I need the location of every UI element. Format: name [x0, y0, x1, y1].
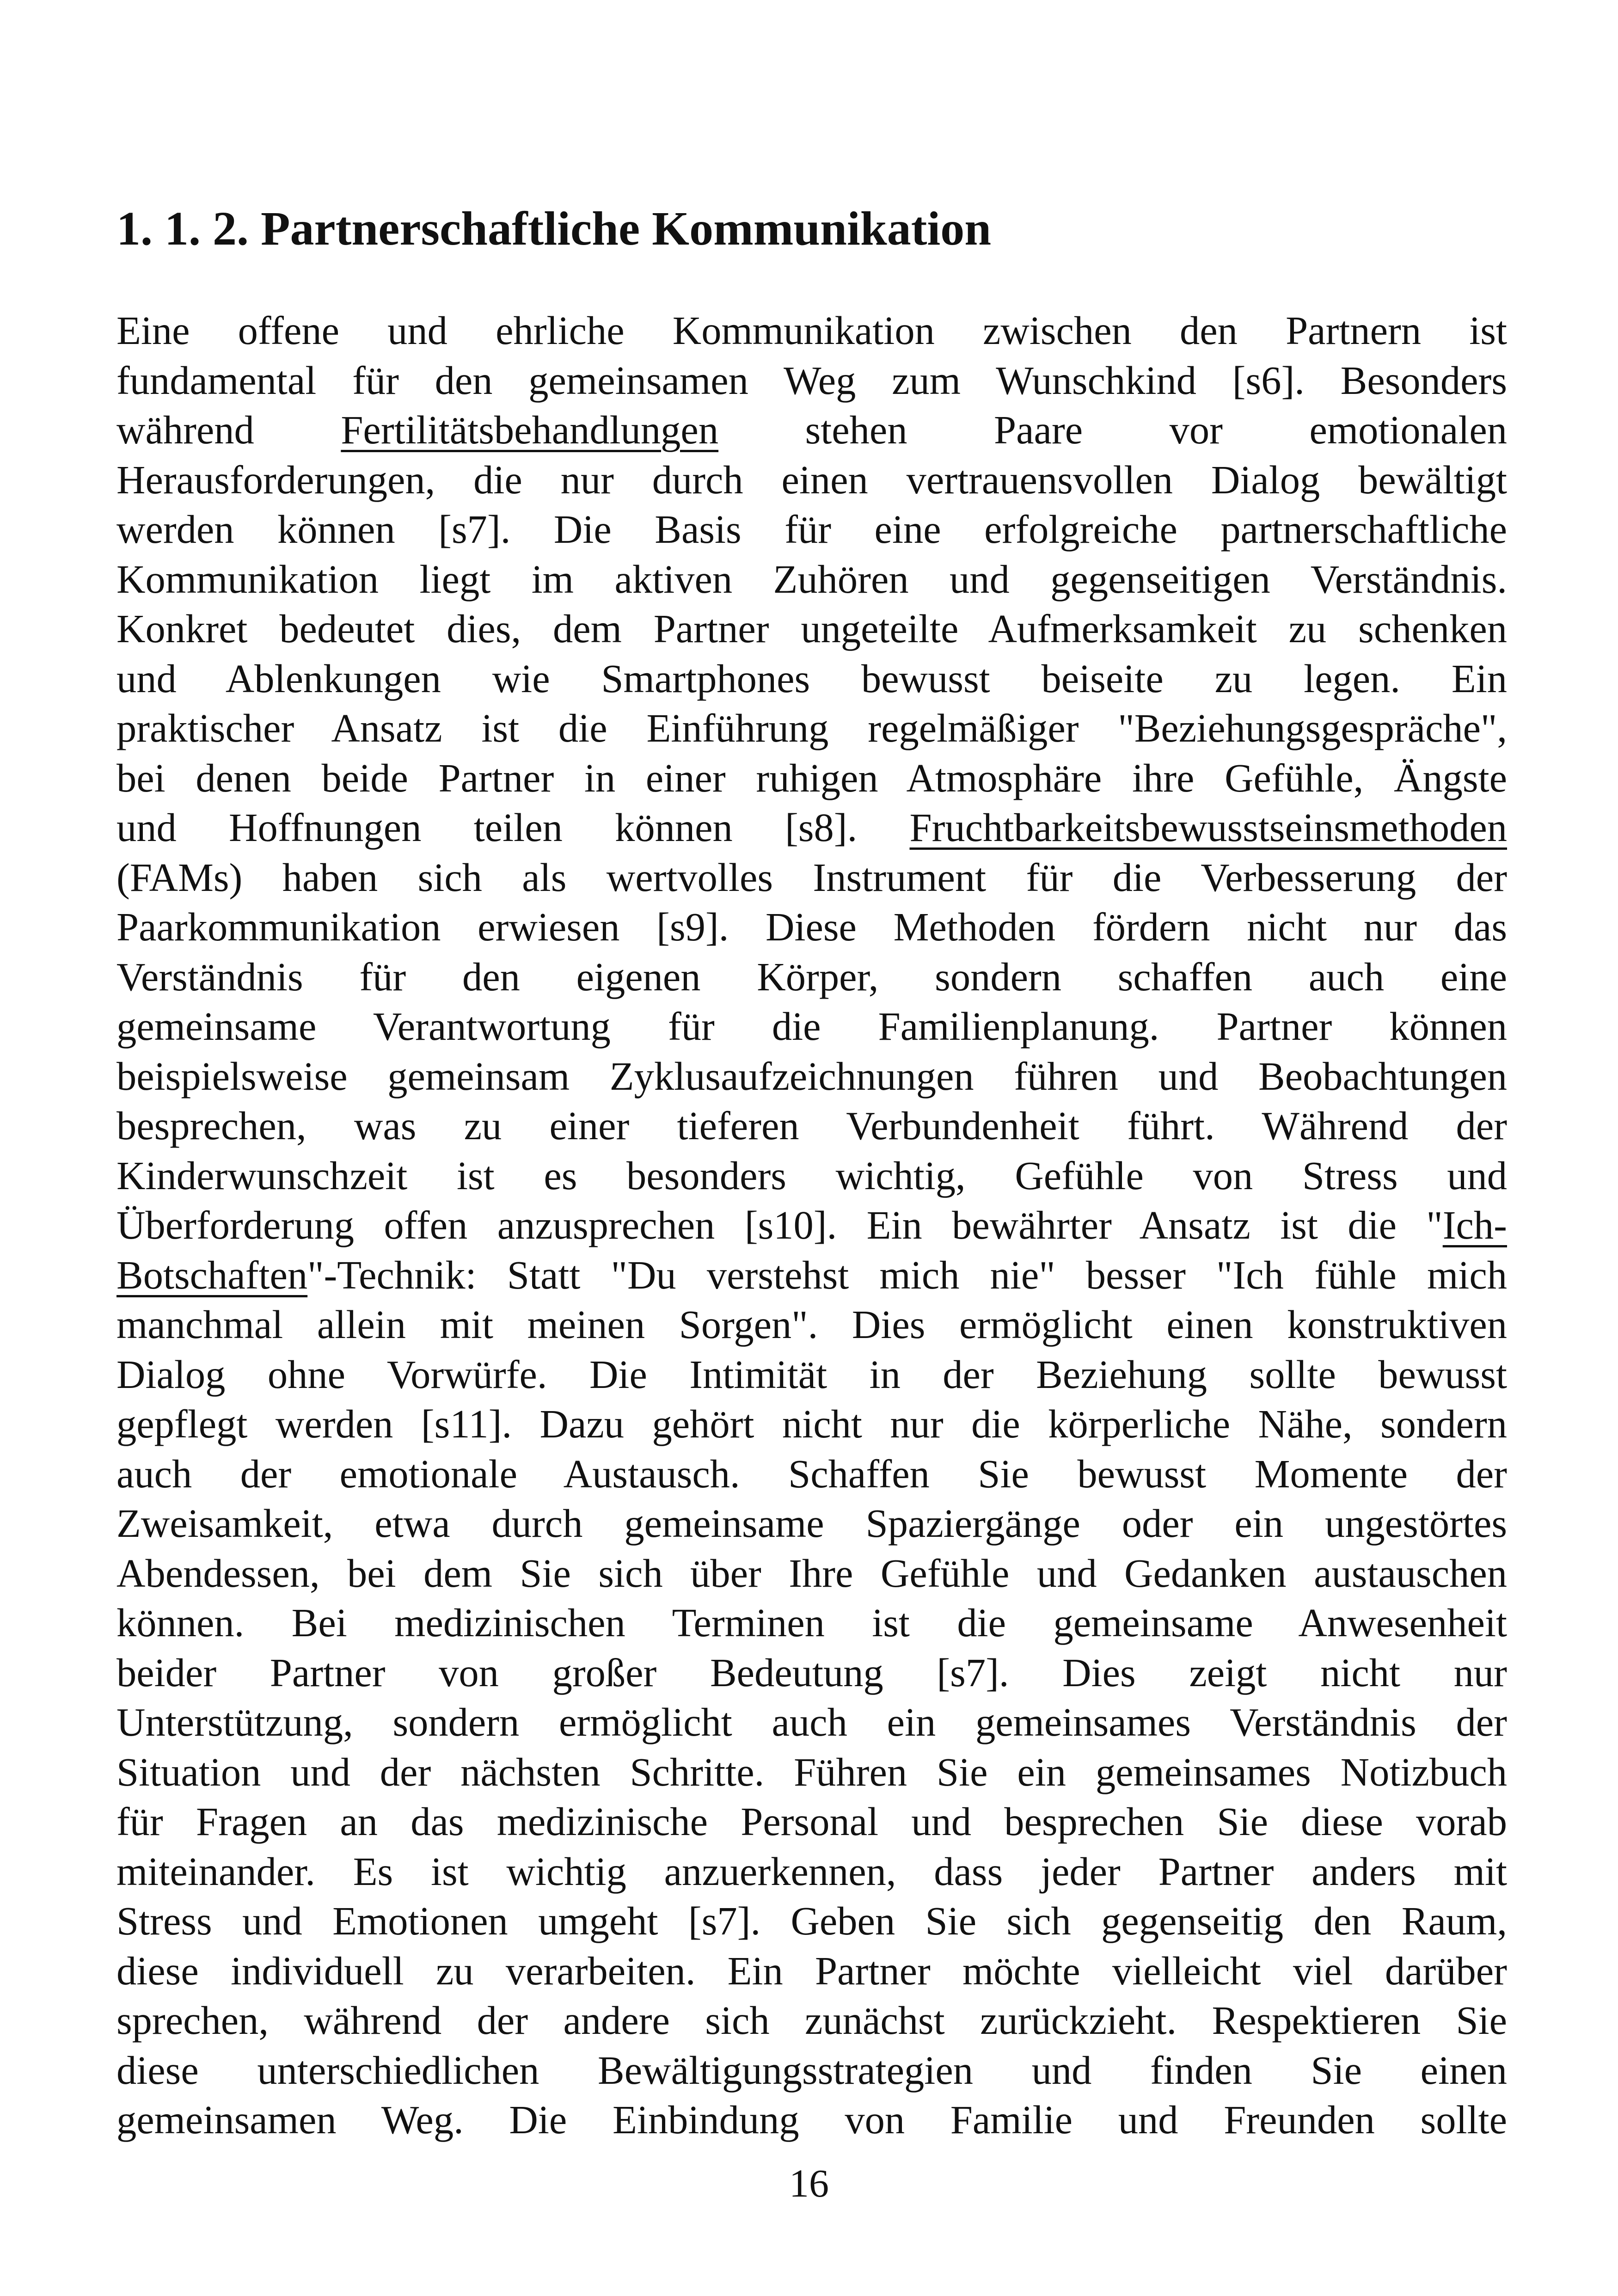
underlined-term: Fertilitätsbehandlungen [341, 408, 719, 452]
body-line [116, 1052, 1507, 1102]
body-text-fragment: Kinderwunschzeit ist es besonders wichtig, Gefühle von Stress und [116, 1153, 1507, 1198]
body-line [116, 1946, 1507, 1996]
body-text-fragment: stehen Paare vor emotionalen [718, 408, 1508, 452]
body-text-fragment: Überforderung offen anzusprechen [s10]. Ein bewährter Ansatz ist die " [116, 1203, 1443, 1247]
body-text-fragment: und Hoffnungen teilen können [s8]. [116, 805, 910, 850]
body-line [116, 2046, 1507, 2096]
body-text-fragment: besprechen, was zu einer tieferen Verbundenheit führt. Während der [116, 1104, 1507, 1148]
body-text-fragment: Unterstützung, sondern ermöglicht auch ein gemeinsames Verständnis der [116, 1700, 1507, 1744]
page-number: 16 [789, 2161, 829, 2205]
body-line [116, 1598, 1507, 1648]
body-line [116, 1499, 1507, 1549]
underlined-term: Ich- [1442, 1203, 1507, 1247]
body-text-fragment: für Fragen an das medizinische Personal und besprechen Sie diese vorab [116, 1799, 1507, 1844]
body-line [116, 1002, 1507, 1052]
body-text-fragment: und Ablenkungen wie Smartphones bewusst beiseite zu legen. Ein [116, 656, 1507, 701]
body-line [116, 1350, 1507, 1400]
body-line [116, 1151, 1507, 1201]
body-line [116, 505, 1507, 555]
body-line [116, 1847, 1507, 1897]
body-text-fragment: sprechen, während der andere sich zunächst zurückzieht. Respektieren Sie [116, 1998, 1507, 2043]
body-line [116, 654, 1507, 704]
body-text-fragment: gemeinsamen Weg. Die Einbindung von Familie und Freunden sollte [116, 2098, 1507, 2142]
body-line [116, 1251, 1507, 1301]
body-line [116, 356, 1507, 406]
body-line [116, 1400, 1507, 1449]
body-text-fragment: Eine offene und ehrliche Kommunikation zwischen den Partnern ist [116, 308, 1507, 353]
body-text-fragment: diese unterschiedlichen Bewältigungsstrategien und finden Sie einen [116, 2048, 1507, 2093]
body-text-fragment: können. Bei medizinischen Terminen ist die gemeinsame Anwesenheit [116, 1601, 1507, 1645]
body-line [116, 1897, 1507, 1946]
body-text-fragment: miteinander. Es ist wichtig anzuerkennen, dass jeder Partner anders mit [116, 1849, 1507, 1894]
body-text-fragment: praktischer Ansatz ist die Einführung regelmäßiger "Beziehungsgespräche", [116, 706, 1507, 750]
body-text-fragment: Herausforderungen, die nur durch einen vertrauensvollen Dialog bewältigt [116, 457, 1507, 502]
body-text-fragment: werden können [s7]. Die Basis für eine erfolgreiche partnerschaftliche [116, 507, 1507, 552]
body-line [116, 1201, 1507, 1251]
underlined-term: Fruchtbarkeitsbewusstseinsmethoden [909, 805, 1507, 850]
body-text-fragment: diese individuell zu verarbeiten. Ein Partner möchte vielleicht viel darüber [116, 1948, 1507, 1993]
body-text-fragment: Zweisamkeit, etwa durch gemeinsame Spaziergänge oder ein ungestörtes [116, 1501, 1507, 1546]
body-line [116, 1698, 1507, 1748]
underlined-term: Botschaften [116, 1252, 308, 1297]
body-text-fragment: Situation und der nächsten Schritte. Führen Sie ein gemeinsames Notizbuch [116, 1750, 1507, 1794]
body-line [116, 704, 1507, 754]
body-text-fragment: Konkret bedeutet dies, dem Partner ungeteilte Aufmerksamkeit zu schenken [116, 607, 1507, 651]
section-heading: 1. 1. 2. Partnerschaftliche Kommunikation [116, 202, 992, 255]
body-line [116, 952, 1507, 1002]
body-text-fragment: (FAMs) haben sich als wertvolles Instrument für die Verbesserung der [116, 855, 1507, 900]
body-line [116, 405, 1507, 455]
body-text-fragment: Verständnis für den eigenen Körper, sondern schaffen auch eine [116, 954, 1507, 999]
body-line [116, 1449, 1507, 1499]
body-line [116, 455, 1507, 505]
body-line [116, 1996, 1507, 2046]
body-text-fragment: Paarkommunikation erwiesen [s9]. Diese Methoden fördern nicht nur das [116, 905, 1507, 949]
body-line [116, 1549, 1507, 1599]
body-text-fragment: manchmal allein mit meinen Sorgen". Dies ermöglicht einen konstruktiven [116, 1302, 1507, 1347]
body-line [116, 604, 1507, 654]
body-line [116, 1101, 1507, 1151]
body-line [116, 555, 1507, 605]
body-line [116, 1300, 1507, 1350]
body-text-fragment: gepflegt werden [s11]. Dazu gehört nicht nur die körperliche Nähe, sondern [116, 1402, 1507, 1446]
body-text-fragment: gemeinsame Verantwortung für die Familienplanung. Partner können [116, 1004, 1507, 1049]
body-line [116, 1648, 1507, 1698]
body-line [116, 306, 1507, 356]
body-line [116, 2095, 1507, 2145]
body-text-fragment: während [116, 408, 341, 452]
body-text-fragment: Dialog ohne Vorwürfe. Die Intimität in der Beziehung sollte bewusst [116, 1352, 1507, 1397]
body-text-fragment: Kommunikation liegt im aktiven Zuhören und gegenseitigen Verständnis. [116, 557, 1507, 602]
body-text-fragment: auch der emotionale Austausch. Schaffen Sie bewusst Momente der [116, 1451, 1507, 1496]
body-text-fragment: "-Technik: Statt "Du verstehst mich nie" besser "Ich fühle mich [307, 1252, 1507, 1297]
body-line [116, 1748, 1507, 1798]
section-body-text [116, 306, 1507, 2145]
body-text-fragment: fundamental für den gemeinsamen Weg zum Wunschkind [s6]. Besonders [116, 358, 1507, 403]
body-line [116, 902, 1507, 952]
body-text-fragment: Abendessen, bei dem Sie sich über Ihre Gefühle und Gedanken austauschen [116, 1551, 1507, 1596]
body-line [116, 1797, 1507, 1847]
body-text-fragment: bei denen beide Partner in einer ruhigen Atmosphäre ihre Gefühle, Ängste [116, 755, 1507, 800]
body-text-fragment: beispielsweise gemeinsam Zyklusaufzeichnungen führen und Beobachtungen [116, 1054, 1507, 1099]
body-line [116, 803, 1507, 853]
body-line [116, 853, 1507, 903]
body-line [116, 754, 1507, 804]
body-text-fragment: beider Partner von großer Bedeutung [s7]. Dies zeigt nicht nur [116, 1650, 1507, 1695]
body-text-fragment: Stress und Emotionen umgeht [s7]. Geben Sie sich gegenseitig den Raum, [116, 1899, 1507, 1943]
